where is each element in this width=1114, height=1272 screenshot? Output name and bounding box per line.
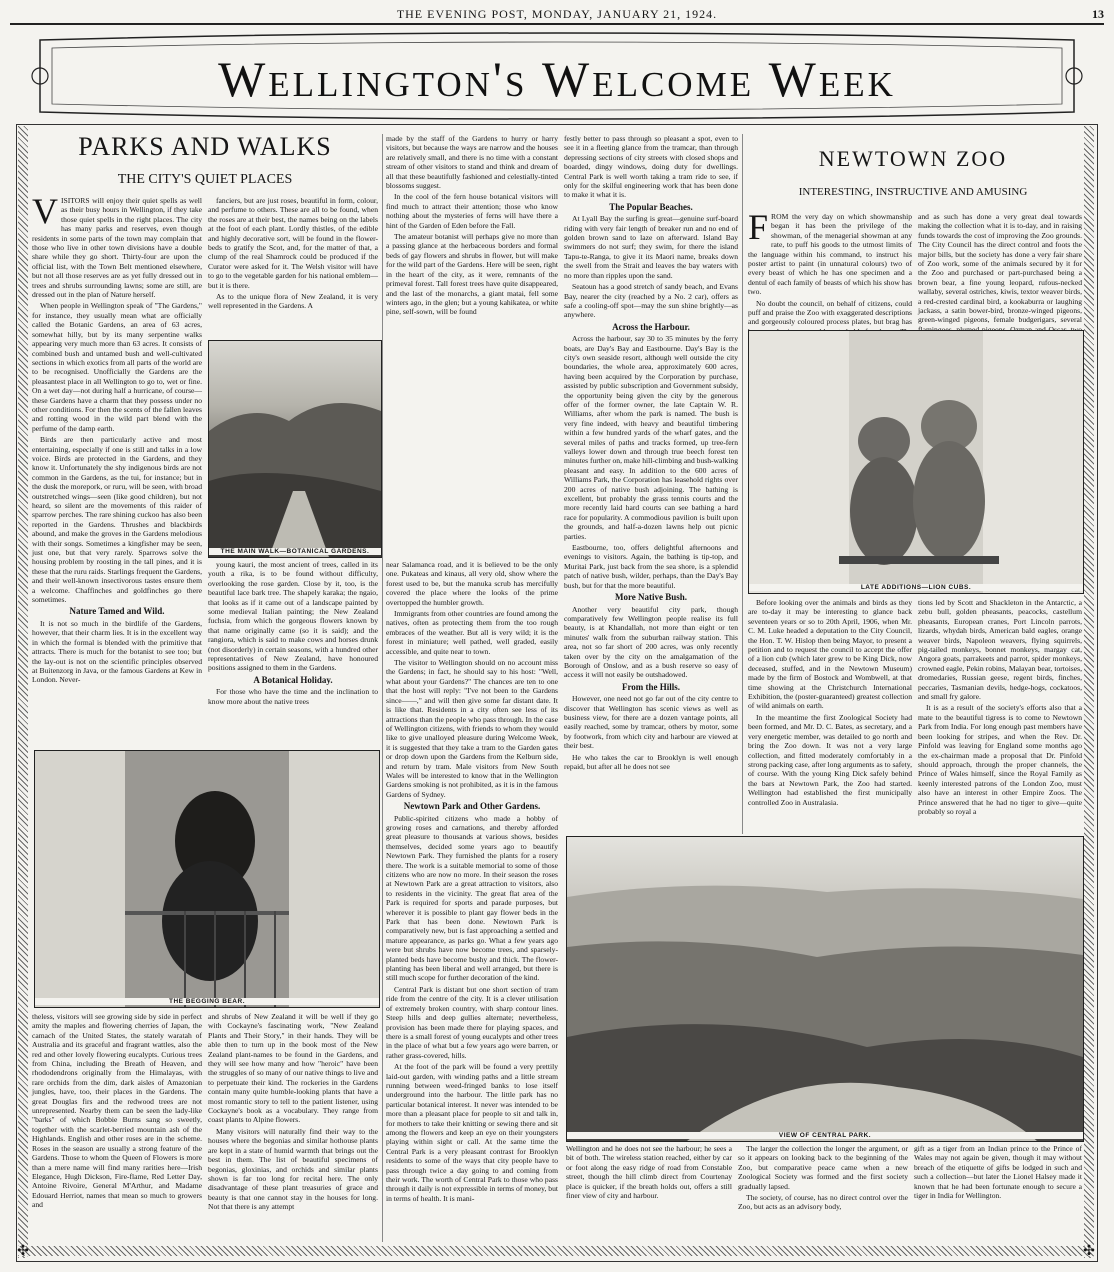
left-border-pattern <box>18 126 28 1258</box>
subheading: From the Hills. <box>621 681 681 692</box>
photo-central-park-image <box>567 837 1083 1141</box>
paragraph: fanciers, but are just roses, beautiful in form, colour, and perfume to others. These are all to be found, when the roses are at their best, the names being on the labels at the foot of each plant. Lordly thistles, of the edible and highly decorative sort, will be found in the flower-beds to gratify the Scot, and, for the matter of that, a clump of the real Shamrock could be produced if the Curator were asked for it. The Welsh visitor will have to go to the vegetable garden for his national emblem—but it is there. <box>208 196 378 290</box>
column-rule <box>742 134 743 834</box>
paragraph: Eastbourne, too, offers delightful afternoons and evenings to visitors. Again, the bathing is tip-top, and Muritai Park, just back from the sea shore, is a splendid patch of native bush, wilder, perhaps, than the Day's Bay bush, but for that the more beautiful. <box>564 543 738 590</box>
left-column-2 <box>208 196 378 336</box>
masthead <box>10 6 1104 22</box>
photo-main-walk <box>208 340 382 558</box>
paragraph: Before looking over the animals and birds as they are to-day it may be interesting to glance back seventeen years or so to 20th April, 1906, when Mr. C. M. Luke headed a deputation to the City Council, the Hon. T. W. Hislop then being Mayor, to present a petition and to request the council to accept the offer of a lion cub (which later grew to be King Dick, now deceased, stuffed, and in the Newtown Museum) made by the firm of Bostock and Wombwell, at that time showing at the Christchurch International Exhibition, the (poster-guaranteed) greatest collection of wild animals on earth. <box>748 598 912 711</box>
paragraph: In the meantime the first Zoological Society had been formed, and Mr. D. C. Bates, as secretary, and a very energetic member, was detailed to go north and bring the Zoo down. It was not a very large collection, and fitted moderately comfortably in a strong packing case, after long arguments as to safety, of course. With the young King Dick safely behind the bars at Newtown Park, the Zoo had started. Wellington had established the first municipally controlled Zoo in Australasia. <box>748 712 912 807</box>
paragraph: Another very beautiful city park, though comparatively few Wellington people realise its full beauty, is at Khandallah, not more than eight or ten minutes' walk from the suburban railway station. This area, not so far short of 200 acres, was only recently taken over by the city on the amalgamation of the Borough of Onslow, and as a bush reserve so easy of access it will not easily be outshadowed. <box>564 604 738 680</box>
banner-title: Wellington's Welcome Week <box>218 51 896 107</box>
photo-caption: THE MAIN WALK—BOTANICAL GARDENS. <box>209 548 381 555</box>
corner-ornament-icon: ✣ <box>17 1243 29 1259</box>
subheading: Across the Harbour. <box>612 321 690 332</box>
left-article-header <box>32 132 378 188</box>
right-article-subtitle: INTERESTING, INSTRUCTIVE AND AMUSING <box>798 186 1028 198</box>
page-number: 13 <box>1092 6 1104 21</box>
paragraph: Many visitors will naturally find their way to the houses where the begonias and similar hothouse plants are kept in a state of humid warmth that brings out the best in them. The list of beautiful specimens of begonias, gloxinias, and orchids and similar plants shown is far too long for recital here. The only disadvantage of these plant treasuries of grace and beauty is that one cannot stay in the houses for long. Not that there is any attempt <box>208 1126 378 1212</box>
paragraph: He who takes the car to Brooklyn is well enough repaid, but after all he does not see <box>564 752 738 771</box>
paragraph: festly better to pass through so pleasant a spot, even to see it in a fleeting glance from the tramcar, than through depressing sections of city streets with closed shops and boarded, dingy windows, doing duty for dwellings. Central Park is well worth taking a tram ride to see, if only for the skilful engineering work that has been done to make it what it is. <box>564 134 738 200</box>
banner <box>30 28 1084 120</box>
paragraph: ISITORS will enjoy their quiet spells as well as their busy hours in Wellington, if they take those quiet spells in the right places. The city has many parks and reserves, even though residents in some parts of the town may complain that those who live in other town divisions have a double share while they go short. Thirty-four are upon the official list, with the Town Belt mentioned elsewhere, but not all those reserves are as yet fully dressed out in trees and shrubs surrounding lawns; some are still, are dressed out in the plan of Nature herself. <box>32 196 202 300</box>
photo-lion-cubs-image <box>749 331 1083 593</box>
paragraph: The society, of course, has no direct control over the Zoo, but acts as an advisory body, <box>738 1193 908 1212</box>
right-article-header <box>746 146 1080 198</box>
subheading: A Botanical Holiday. <box>253 674 333 685</box>
paragraph: and shrubs of New Zealand it will be well if they go with Cockayne's fascinating work, "New Zealand Plants and Their Story," in their hands. They will be able then to turn up in the book most of the New Zealand plant-names to be found in the Gardens, and they will see how many and how "heroic" have been the struggles of so many of our native things to live and to perpetuate their kind. The rockeries in the Gardens contain many quite humble-looking plants that have a most romantic story to tell to the patient listener, using Cockayne's book as a vocabulary. They range from coast plants to Alpine flowers. <box>208 1012 378 1125</box>
middle-column-2 <box>564 134 738 828</box>
dropcap: F <box>748 207 769 247</box>
corner-ornament-icon: ✣ <box>1083 1243 1095 1259</box>
left-column-2-bottom <box>208 1012 378 1240</box>
paragraph: tions led by Scott and Shackleton in the Antarctic, a zebu bull, golden pheasants, peacocks, castellum pheasants, European cranes, Port Lincoln parrots, lizards, whydah birds, American bald eagles, orange weaver birds, Napoleon weavers, flying squirrels, pig-tailed monkeys, bonnet monkeys, margay cat, Angora goats, parrakeets and parrot, spider monkeys, crowned eagle, Pekin robins, Malayan bear, tortoises, dromedaries, Russian geese, regent birds, finches, peccaries, Tasmanian devils, hedge-hogs, cockatoos, and small fry galore. <box>918 598 1082 702</box>
paragraph: The visitor to Wellington should on no account miss the Gardens; in fact, he should say to his host: "Well, what about your Gardens?" The chances are ten to one that the host will reply: "I've not been to the Gardens since——," and will then give some far distant date. It is like that. Residents in a city often see less of its attractions than the people who pass through. In the case of Wellington citizens, with friends to whom they would like to give unalloyed pleasure during Welcome Week, it is suggested that they take a tram to the Garden gates or drop down upon the Gardens from the Kelburn side, and return by tram. Male visitors from New South Wales will be interested to know that in the Wellington Gardens smoking is not prohibited, as it is in the famous Gardens of Sydney. <box>386 658 558 799</box>
paragraph: No doubt the council, on behalf of citizens, could puff and praise the Zoo with exaggerated descriptions and gorgeously coloured process plates, but brag has <box>748 298 912 327</box>
paragraph: It is not so much in the birdlife of the Gardens, however, that their charm lies. It is in the excellent way in which the formal is blended with the primitive that attracts. There is much for the botanist to see too; but the lay-out is not on the scientific principles observed at Buitenzorg in Java, or the famous Gardens at Kew in London. Never- <box>32 618 202 685</box>
masthead-date: THE EVENING POST, MONDAY, JANUARY 21, 1924. <box>396 6 718 21</box>
paragraph: The larger the collection the longer the argument, or so it appears on looking back to the beginning of the Zoo, but comparative peace came when a new Zoological Society was formed and the first society gradually lapsed. <box>738 1144 908 1191</box>
photo-begging-bear-image <box>35 751 379 1007</box>
right-column-2-bottom <box>914 1144 1082 1240</box>
right-column-1-bottom <box>738 1144 908 1240</box>
subheading: Newtown Park and Other Gardens. <box>403 801 541 812</box>
middle-column-2-bottom <box>566 1144 732 1240</box>
paragraph: Wellington and he does not see the harbour; he sees a bit of both. The wireless station reached, either by car or foot along the easy ridge of road from Constable street, though the hill climb direct from Courtenay place is quicker, if the breath holds out, offers a still finer view of city and harbour. <box>566 1144 732 1201</box>
paragraph: At the foot of the park will be found a very prettily laid-out garden, with winding paths and a little stream running between weed-fringed banks to lose itself underground into the harbour. The little park has no particular botanical interest. It never was intended to be more than a pleasant place for people to sit and talk in, for mothers to take their knitting or sewing there and sit among the flowers and keep an eye on their youngsters playing within sight or call. At the same time the Central Park is a very pleasant contrast for Brooklyn residents to some of the ways that city people have to pass through twice a day going to and coming from their work. The worth of Central Park to those who pass through it daily is not expressible in terms of money, but in terms of health. It is mani- <box>386 1062 558 1203</box>
left-column-2-middle <box>208 560 378 748</box>
right-article-title: NEWTOWN ZOO <box>818 146 1008 171</box>
photo-caption: VIEW OF CENTRAL PARK. <box>567 1132 1083 1139</box>
middle-column-1 <box>386 134 558 574</box>
paragraph: Birds are then particularly active and most entertaining, especially if one is still and talks in a low voice. Birds are protected in the Gardens, and they know it. Unfortunately the shy indigenous birds are not common in the Gardens, as the tui, for instance; but in the dusk the morepork, or ruru, will be seen, with broad outstretched wings—seen (like good children), but not heard, so silent are the movements of this raider of sparrow perches. The rare shining cuckoo has also been reported in the Gardens. Thrushes and blackbirds abound, and make the groves in the Gardens melodious with their songs. Sometimes a kingfisher may be seen, just one, but that very rarely. Sparrows solve the housing problem by roosting in the tall pines, and it is these that the ruru raids. Starlings frequent the Gardens, and their well-known insectivorous tastes ensure them a welcome. Chaffinches and goldfinches go there sometimes. <box>32 435 202 605</box>
paragraph: young kauri, the most ancient of trees, called in its youth a rika, is to be found without difficulty, overlooking the rose garden. Close by it, too, is the beautiful lace bark tree. The shapely karaka; the ngaio, that looks as if it came out of a landscape painted by some medieval Italian painting; the New Zealand fuchsia, from which the gorgeous flowers known by that name originally came (so it is said); and the rangiora, which is said to make cows and horses drunk (not disorderly) in certain seasons, with a hundred other representatives of New Zealand, have honoured positions assigned to them in the Gardens. <box>208 560 378 673</box>
photo-lion-cubs <box>748 330 1084 594</box>
left-article-subtitle: THE CITY'S QUIET PLACES <box>117 172 293 187</box>
right-column-2-top <box>918 212 1082 324</box>
subheading: The Popular Beaches. <box>609 201 693 212</box>
right-column-1-top <box>748 207 912 327</box>
paragraph: near Salamanca road, and it is believed to be the only one. Pukateas and kinaus, all very old, show where the forest used to be, but the manuka scrub has mercifully covered the place where the looks of the prime overtopped the humbler growth. <box>386 560 558 607</box>
photo-central-park <box>566 836 1084 1142</box>
photo-caption: LATE ADDITIONS—LION CUBS. <box>749 584 1083 591</box>
paragraph: For those who have the time and the inclination to know more about the native trees <box>208 687 378 706</box>
paragraph: The amateur botanist will perhaps give no more than a passing glance at the herbaceous borders and formal beds of gay flowers and shrubs in flower, but will make for the wild part of the Gardens. Here will be seen, right in the heart of the city, as it were, remnants of the primeval forest. Tall forest trees have quite disappeared, and the last of the monarchs, a giant matai, fell some winters ago, in the glen; but a young kahikatea, or white pine, self-sown, will be found <box>386 232 558 317</box>
photo-caption: THE BEGGING BEAR. <box>35 998 379 1005</box>
column-rule <box>382 134 383 1242</box>
paragraph: and as such has done a very great deal towards making the collection what it is to-day, and in raising funds towards the cost of improving the Zoo grounds. The City Council has the direct control and foots the major bills, but the society has done a very fair share of Zoo work, some of the animals secured by it for the Zoo and purchased or part-purchased being a brown bear, a fine young leopard, rufous-necked wallaby, several ostriches, kiwis, textor weaver birds, a red-crested cardinal bird, a kookaburra or laughing jackass, a satin bower-bird, bronze-winged pigeons, green-winged pigeons, female budgerigars, several <box>918 212 1082 325</box>
right-column-2-middle <box>918 598 1082 830</box>
paragraph: It is as a result of the society's efforts also that a mate to the beautiful tigress is to come to Newtown Park from India. For long enough past members have been looking for stripes, and when the Rev. Dr. Pinfold was leaving for England some months ago the ex-chairman made a proposal that Dr. Pinfold should approach, through the proper channels, the Prince of Wales himself, since the Royal Family as keenly interested patrons of the London Zoo, must also have an interest in other Empire Zoos. The Prince answered that he had no tiger to give—quite probably so royal a <box>918 703 1082 816</box>
paragraph: At Lyall Bay the surfing is great—genuine surf-board riding with very fair length of breaker run and no end of golden brown sand to laze on afterward. Island Bay swimmers do not surf; they swim, for there the island Tapu-te-Ranga, to give it its Maori name, breaks down the swell from the Strait and leaves the bay waters with no more than ripples upon the sand. <box>564 214 738 280</box>
paragraph: When people in Wellington speak of "The Gardens," for instance, they usually mean what are officially called the Botanic Gardens, an area of 63 acres, somewhat hilly, but by its many serpentine walks appearing very much more than 63 acres. It consists of combined bush and untamed bush and well-cultivated sections in which exotics from all parts of the world are to be recognised. Unofficially the Gardens are the pleasantest place in all Wellington to go to, wet or fine. On a wet day—not during half a hurricane, of course—these Gardens have a charm that they possess under no other conditions. For then the scents of the fallen leaves and rotting wood in the wild part blend with the perfume of the damp earth. <box>32 301 202 433</box>
subheading: More Native Bush. <box>614 592 688 603</box>
paragraph: theless, visitors will see growing side by side in perfect amity the maples and flowering cherries of Japan, the camach of the United States, the stately waratah of Australia and its graceful and fragrant wattles, also the red and other lovely flowering eucalypts. Curious trees from China, including the Breath of Heaven, and rhododendrons originally from the Himalayas, with rare orchids from the dim, dark aisles of Amazonian jungles, have, too, their places in the Gardens. The great Douglas firs and the redwood trees are not unrepresented. Nearby them can be seen the lady-like "barks" of which Bobbie Burns sang so sweetly, together with the scarlet-berried mountain ash of the Highlands. English and other roses are in the scheme. Roses in the season are usually a strong feature of the Gardens. Those to whom the Queen of Flowers is more than a mere name will find many rarities here—Irish Elegance, Hugh Dickson, Fire-flame, Red Letter Day, Antoine Rivoire, General M'Arthur, and Madame Edouard Herriot, names that mean so much to growers and <box>32 1012 202 1210</box>
paragraph: Across the harbour, say 30 to 35 minutes by the ferry boats, are Day's Bay and Eastbourne. Day's Bay is the city's own seaside resort, although well outside the city boundaries, the whole area, approximately 600 acres, having been acquired by the Corporation by purchase, assisted by public subscription and Government subsidy, the opportunity being given the city by the generous offer of the former owner, the late Captain W. R. Williams, after whom the park is named. The bush is very fine indeed, with heavy and beautiful timbering within a few hundred yards of the wharf gates, and the several miles of paths and tracks formed, up tree-fern valleys lower down and through true beech forest ten minutes further on, make hill-climbing and bush-walking pleasant and easy. In addition to the 600 acres of Williams Park, the Corporation has leasehold rights over 200 acres of native bush adjoining. The bathing is excellent, but probably the grass tennis courts and the more recently laid hard courts can see bathing a hard race for popularity. A commodious pavilion is built upon the grounds, and half-a-dozen lawns help out picnic parties. <box>564 334 738 541</box>
left-column-1-bottom <box>32 1012 202 1240</box>
subheading: Nature Tamed and Wild. <box>69 606 165 617</box>
right-border-pattern <box>1084 126 1094 1258</box>
paragraph: Seatoun has a good stretch of sandy beach, and Evans Bay, nearer the city (reached by a No. 2 car), offers as safe a cooling-off spot—may the sun shine brightly—as anywhere. <box>564 282 738 320</box>
paragraph: gift as a tiger from an Indian prince to the Prince of Wales may not again be given, though it may without breach of the etiquette of gifts be lodged in such and such a collection—but later the Lionel Halsey made it known that he had been fortunate enough to secure a tiger in India for Wellington. <box>914 1144 1082 1201</box>
paragraph: As to the unique flora of New Zealand, it is very well represented in the Gardens. A <box>208 292 378 311</box>
photo-main-walk-image <box>209 341 381 557</box>
paragraph: Public-spirited citizens who made a hobby of growing roses and carnations, and thereby afforded great pleasure to thousands at various shows, besides themselves, decided some years ago to beautify Newtown Park. They furnished the plants for a rosery there. The work is a suitable memorial to some of those citizens who are now no more. In their season the roses at Newtown Park are a great attraction to visitors, also to residents in the vicinity. The great flat area of the Park is required for sports and parade purposes, but wherever it is possible to plant gay flower beds in the Park that has been done. Newtown Park is comparatively new, but is fast approaching a settled and mature appearance, as parks go. What a few years ago were but shrubs have now become trees, and sparsely-planted beds have become bushy and thick. The flower-planting has been liberal and well arranged, but there is still much scope for further decoration of the kind. <box>386 813 558 983</box>
dropcap: V <box>32 191 58 231</box>
paragraph: In the cool of the fern house botanical visitors will find much to attract their attention; those who know nothing about the mysteries of ferns will have there a hint of the Garden of Eden before the Fall. <box>386 192 558 230</box>
left-column-1 <box>32 191 202 744</box>
left-article-title: PARKS AND WALKS <box>78 132 332 161</box>
photo-begging-bear <box>34 750 380 1008</box>
paragraph: Central Park is distant but one short section of tram ride from the centre of the city. It is a clever utilisation of extremely broken country, with sharp contour lines. Steep hills and deep gullies alternate; nevertheless, provision has been made there for playing spaces, and there is a small forest of young eucalypts and other trees in the place of what but a few years ago were barren, or rather grass-covered, hills. <box>386 984 558 1060</box>
right-column-1-middle <box>748 598 912 830</box>
middle-column-1-lower <box>386 560 558 1240</box>
paragraph: ROM the very day on which showmanship began it has been the privilege of the showman, of the menagerial showman at any rate, to puff his goods to the utmost limits of the language within his command, to instruct his poster artist to paint (in unnatural colours) two of every beast of which he has one specimen and a dentul of each family of beasts of which his show has two. <box>748 212 912 297</box>
paragraph: made by the staff of the Gardens to hurry or harry visitors, but because the ways are narrow and the houses are relatively small, and there is no time with a constant stream of other visitors to stand and think and dream of all that these beautifully fashioned and celestially-tinted blossoms suggest. <box>386 134 558 191</box>
top-rule <box>10 23 1104 25</box>
paragraph: Immigrants from other countries are found among the natives, often as protecting them from the too rough embraces of the weather. But all is very wild; it is the forest in miniature; well pathed, well graded, easily accessible, and quite near to town. <box>386 609 558 656</box>
paragraph: However, one need not go far out of the city centre to discover that Wellington has scenic views as well as business view, for there are a dozen vantage points, all easily reached, some by tramcar, others by motor, some by footwork, from which city and harbour are viewed at their best. <box>564 694 738 751</box>
bottom-border-pattern <box>17 1243 1095 1259</box>
